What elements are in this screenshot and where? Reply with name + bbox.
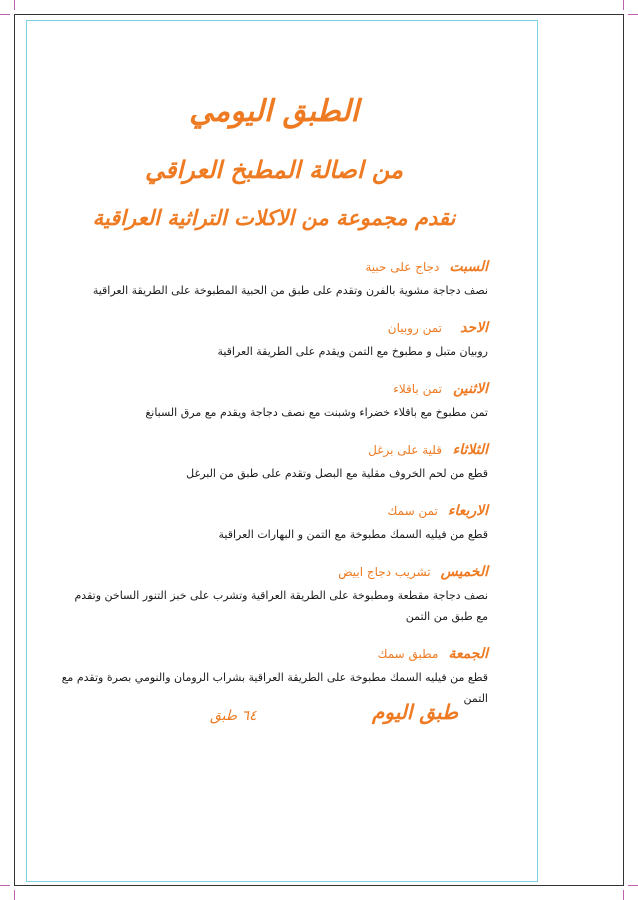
crop-mark-top-left [14, 0, 15, 10]
day-label: الاحد [460, 320, 488, 336]
dish-description: نصف دجاجة مقطعة ومطبوخة على الطريقة العراقية وتشرب على خبز التنور الساخن وتقدم مع طبق من التمن [74, 589, 488, 623]
dish-thursday [60, 559, 488, 627]
dish-name: تمن باقلاء [393, 382, 442, 396]
crop-mark-top-right [623, 0, 624, 10]
dish-name: تمن روبيان [387, 321, 442, 335]
dish-description: تمن مطبوخ مع باقلاء خضراء وشبنت مع نصف دجاجة ويقدم مع مرق السبانغ [145, 406, 488, 419]
day-label: السبت [449, 259, 488, 275]
dish-wednesday [60, 498, 488, 545]
page-footer [60, 700, 488, 740]
dish-description: قطع من لحم الخروف مقلية مع البصل وتقدم على طبق من البرغل [186, 467, 488, 480]
dish-description: قطع من فيليه السمك مطبوخة على الطريقة العراقية بشراب الرومان والنومي بصرة وتقدم مع التمن [61, 671, 488, 705]
crop-mark-bottom-left [14, 890, 15, 900]
day-label: الاثنين [453, 381, 488, 397]
page-number: ٦٤ طبق [210, 708, 257, 724]
page-title: الطبق اليومي [189, 94, 359, 129]
dish-monday [60, 376, 488, 423]
crop-mark-right-top [628, 14, 638, 15]
day-label: الجمعة [448, 646, 488, 662]
crop-mark-left-bottom [0, 885, 10, 886]
dish-description: نصف دجاجة مشوية بالفرن وتقدم على طبق من الحبية المطبوخة على الطريقة العراقية [92, 284, 488, 297]
crop-mark-left-top [0, 14, 10, 15]
dish-sunday [60, 315, 488, 362]
dish-tuesday [60, 437, 488, 484]
dish-description: روبيان متبل و مطبوخ مع التمن ويقدم على الطريقة العراقية [217, 345, 488, 358]
dish-name: تمن سمك [387, 504, 438, 518]
dish-saturday [60, 254, 488, 301]
dish-name: دجاج على حبية [365, 260, 440, 274]
dish-friday [60, 641, 488, 709]
page-tagline: نقدم مجموعة من الاكلات التراثية العراقية [92, 205, 456, 230]
day-label: الثلاثاء [452, 442, 488, 458]
menu-page [60, 80, 488, 709]
dish-name: تشريب دجاج ابيض [338, 565, 431, 579]
footer-brand: طبق اليوم [372, 700, 458, 724]
crop-mark-right-bottom [628, 885, 638, 886]
page-subtitle: من اصالة المطبخ العراقي [145, 155, 403, 184]
dish-name: مطبق سمك [377, 647, 439, 661]
dish-description: قطع من فيليه السمك مطبوخة مع التمن و البهارات العراقية [218, 528, 488, 541]
day-label: الاربعاء [447, 503, 488, 519]
day-label: الخميس [440, 564, 488, 580]
dish-name: قلية على برغل [368, 443, 442, 457]
crop-mark-bottom-right [623, 890, 624, 900]
